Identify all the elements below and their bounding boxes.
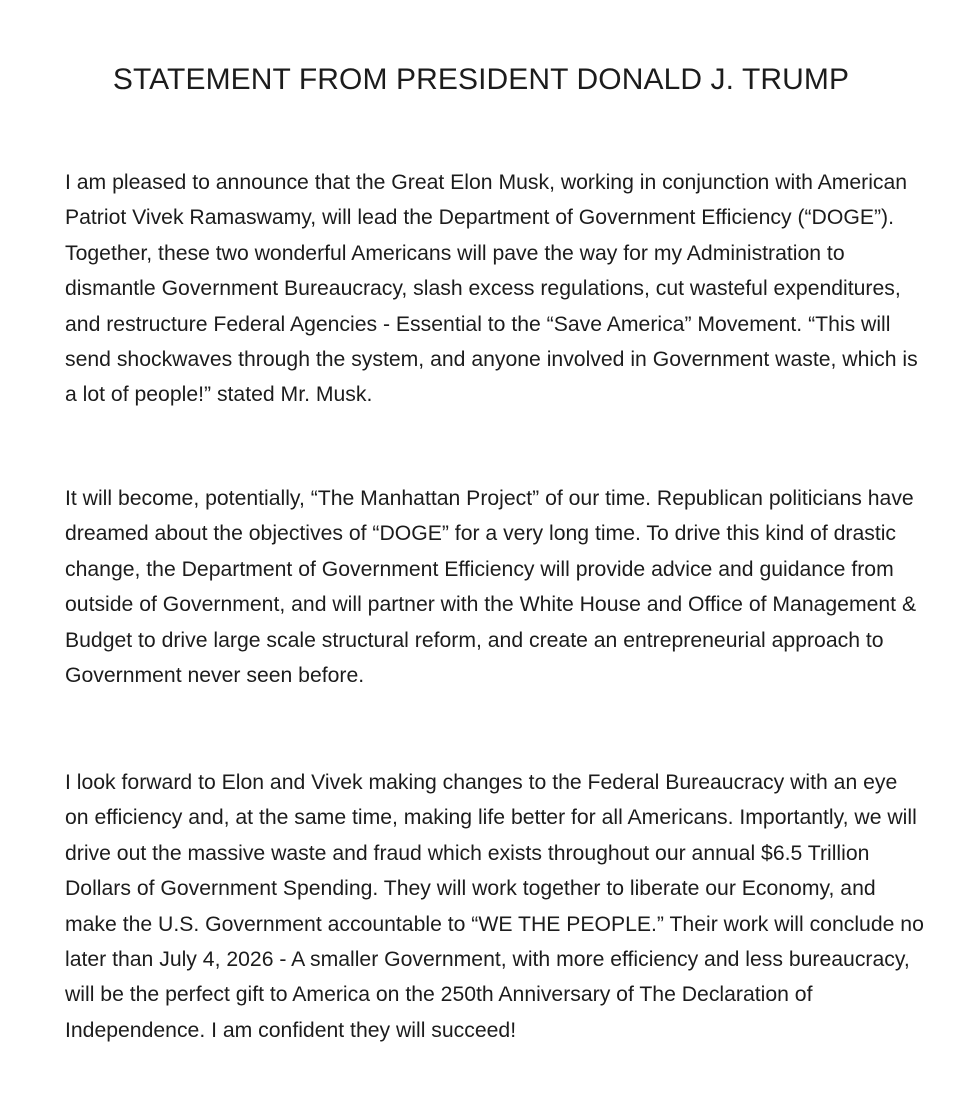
statement-title: STATEMENT FROM PRESIDENT DONALD J. TRUMP (112, 63, 850, 96)
paragraph-manhattan-project: It will become, potentially, “The Manhattan Project” of our time. Republican politicians have dreamed about the objectives of “DOGE” for a very long time. To drive this kind of drastic change, the Department of Government Efficiency will provide advice and guidance from outside of Government, and will partner with the White House and Office of Management & Budget to drive large scale structural reform, and create an entrepreneurial approach to Government never seen before. (65, 487, 917, 688)
paragraph-conclusion: I look forward to Elon and Vivek making changes to the Federal Bureaucracy with an eye on efficiency and, at the same time, making life better for all Americans. Importantly, we will drive out the massive waste and fraud which exists throughout our annual $6.5 Trillion Dollars of Government Spending. They will work together to liberate our Economy, and make the U.S. Government accountable to “WE THE PEOPLE.” Their work will conclude no later than July 4, 2026 - A smaller Government, with more efficiency and less bureaucracy, will be the perfect gift to America on the 250th Anniversary of The Declaration of Independence. I am confident they will succeed! (65, 771, 924, 1042)
paragraph-announcement: I am pleased to announce that the Great Elon Musk, working in conjunction with American Patriot Vivek Ramaswamy, will lead the Department of Government Efficiency (“DOGE”). Together, these two wonderful Americans will pave the way for my Administration to dismantle Government Bureaucracy, slash excess regulations, cut wasteful expenditures, and restructure Federal Agencies - Essential to the “Save America” Movement. “This will send shockwaves through the system, and anyone involved in Government waste, which is a lot of people!” stated Mr. Musk. (65, 171, 918, 407)
